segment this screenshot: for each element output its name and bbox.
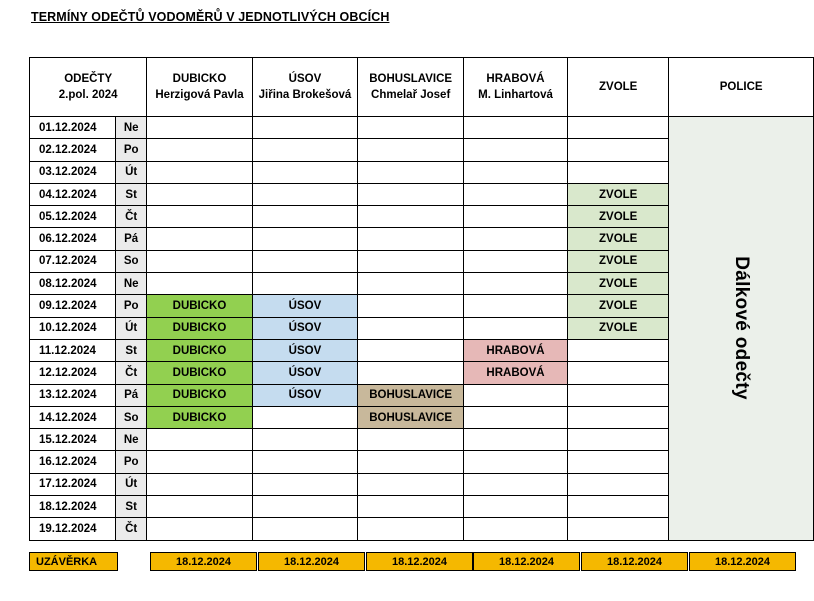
zvole-cell <box>567 406 668 428</box>
bohuslavice-cell <box>358 295 464 317</box>
weekday-cell: Čt <box>116 362 147 384</box>
weekday-cell: Po <box>116 139 147 161</box>
usov-cell <box>252 273 358 295</box>
weekday-cell: St <box>116 183 147 205</box>
header-bohuslavice-reader: Chmelař Josef <box>371 89 451 101</box>
bohuslavice-cell <box>358 117 464 139</box>
bohuslavice-cell <box>358 161 464 183</box>
date-cell: 06.12.2024 <box>30 228 116 250</box>
zvole-cell: ZVOLE <box>567 250 668 272</box>
usov-cell: ÚSOV <box>252 384 358 406</box>
usov-cell <box>252 429 358 451</box>
weekday-cell: Čt <box>116 518 147 540</box>
usov-cell <box>252 473 358 495</box>
hrabova-cell <box>464 451 568 473</box>
hrabova-cell <box>464 183 568 205</box>
date-cell: 17.12.2024 <box>30 473 116 495</box>
header-usov <box>252 58 358 117</box>
dubicko-cell <box>147 228 252 250</box>
zvole-cell <box>567 384 668 406</box>
date-cell: 12.12.2024 <box>30 362 116 384</box>
hrabova-cell <box>464 139 568 161</box>
weekday-cell: Ne <box>116 273 147 295</box>
schedule-table <box>29 57 814 541</box>
dubicko-cell <box>147 117 252 139</box>
date-cell: 19.12.2024 <box>30 518 116 540</box>
dubicko-cell: DUBICKO <box>147 384 252 406</box>
date-cell: 04.12.2024 <box>30 183 116 205</box>
dubicko-cell <box>147 451 252 473</box>
date-cell: 13.12.2024 <box>30 384 116 406</box>
header-row <box>30 58 814 117</box>
date-cell: 10.12.2024 <box>30 317 116 339</box>
usov-cell: ÚSOV <box>252 295 358 317</box>
dubicko-cell <box>147 183 252 205</box>
zvole-cell <box>567 139 668 161</box>
usov-cell <box>252 161 358 183</box>
usov-cell: ÚSOV <box>252 362 358 384</box>
date-cell: 16.12.2024 <box>30 451 116 473</box>
dubicko-cell: DUBICKO <box>147 362 252 384</box>
zvole-cell: ZVOLE <box>567 183 668 205</box>
hrabova-cell <box>464 117 568 139</box>
weekday-cell: Ne <box>116 117 147 139</box>
police-cell <box>669 117 814 541</box>
bohuslavice-cell: BOHUSLAVICE <box>358 384 464 406</box>
header-hrabova-name: HRABOVÁ <box>486 73 545 85</box>
usov-cell <box>252 183 358 205</box>
dubicko-cell <box>147 496 252 518</box>
header-dubicko-name: DUBICKO <box>172 73 227 85</box>
bohuslavice-cell <box>358 206 464 228</box>
zvole-cell <box>567 518 668 540</box>
hrabova-cell <box>464 496 568 518</box>
deadline-date: 18.12.2024 <box>258 552 365 571</box>
weekday-cell: Út <box>116 473 147 495</box>
dubicko-cell <box>147 206 252 228</box>
weekday-cell: So <box>116 250 147 272</box>
zvole-cell <box>567 161 668 183</box>
dubicko-cell <box>147 473 252 495</box>
deadline-date: 18.12.2024 <box>581 552 688 571</box>
header-usov-name: ÚSOV <box>288 73 322 85</box>
bohuslavice-cell <box>358 183 464 205</box>
zvole-cell <box>567 451 668 473</box>
header-odecty <box>30 58 147 117</box>
zvole-cell <box>567 496 668 518</box>
dubicko-cell <box>147 518 252 540</box>
hrabova-cell: HRABOVÁ <box>464 339 568 361</box>
bohuslavice-cell <box>358 451 464 473</box>
dubicko-cell <box>147 273 252 295</box>
usov-cell <box>252 250 358 272</box>
date-cell: 05.12.2024 <box>30 206 116 228</box>
bohuslavice-cell <box>358 273 464 295</box>
police-note: Dálkové odečty <box>731 256 753 401</box>
hrabova-cell <box>464 161 568 183</box>
zvole-cell <box>567 429 668 451</box>
date-cell: 08.12.2024 <box>30 273 116 295</box>
weekday-cell: St <box>116 496 147 518</box>
deadline-label: UZÁVĚRKA <box>29 552 118 571</box>
header-bohuslavice-name: BOHUSLAVICE <box>369 73 453 85</box>
bohuslavice-cell <box>358 317 464 339</box>
date-cell: 14.12.2024 <box>30 406 116 428</box>
zvole-cell: ZVOLE <box>567 295 668 317</box>
date-cell: 15.12.2024 <box>30 429 116 451</box>
weekday-cell: Út <box>116 161 147 183</box>
bohuslavice-cell <box>358 496 464 518</box>
usov-cell <box>252 406 358 428</box>
hrabova-cell <box>464 206 568 228</box>
dubicko-cell: DUBICKO <box>147 339 252 361</box>
header-hrabova <box>464 58 568 117</box>
dubicko-cell <box>147 250 252 272</box>
dubicko-cell: DUBICKO <box>147 295 252 317</box>
header-police <box>669 58 814 117</box>
date-cell: 07.12.2024 <box>30 250 116 272</box>
usov-cell <box>252 496 358 518</box>
dubicko-cell <box>147 429 252 451</box>
header-usov-reader: Jiřina Brokešová <box>258 89 352 101</box>
usov-cell: ÚSOV <box>252 317 358 339</box>
usov-cell <box>252 451 358 473</box>
page-title: TERMÍNY ODEČTŮ VODOMĚRŮ V JEDNOTLIVÝCH OBCÍCH <box>31 10 390 24</box>
zvole-cell <box>567 339 668 361</box>
zvole-cell: ZVOLE <box>567 317 668 339</box>
header-police-name: POLICE <box>719 81 763 93</box>
deadline-date: 18.12.2024 <box>473 552 580 571</box>
bohuslavice-cell <box>358 339 464 361</box>
bohuslavice-cell <box>358 139 464 161</box>
hrabova-cell <box>464 228 568 250</box>
dubicko-cell <box>147 161 252 183</box>
hrabova-cell <box>464 250 568 272</box>
usov-cell <box>252 518 358 540</box>
dubicko-cell: DUBICKO <box>147 406 252 428</box>
date-cell: 03.12.2024 <box>30 161 116 183</box>
weekday-cell: Pá <box>116 228 147 250</box>
weekday-cell: Čt <box>116 206 147 228</box>
weekday-cell: Ne <box>116 429 147 451</box>
header-zvole-name: ZVOLE <box>599 81 638 93</box>
hrabova-cell <box>464 518 568 540</box>
dubicko-cell: DUBICKO <box>147 317 252 339</box>
date-cell: 02.12.2024 <box>30 139 116 161</box>
header-dubicko-reader: Herzigová Pavla <box>155 89 244 101</box>
hrabova-cell: HRABOVÁ <box>464 362 568 384</box>
date-cell: 01.12.2024 <box>30 117 116 139</box>
hrabova-cell <box>464 317 568 339</box>
header-zvole <box>567 58 668 117</box>
date-cell: 09.12.2024 <box>30 295 116 317</box>
usov-cell: ÚSOV <box>252 339 358 361</box>
hrabova-cell <box>464 273 568 295</box>
weekday-cell: Po <box>116 295 147 317</box>
deadline-date: 18.12.2024 <box>150 552 257 571</box>
header-odecty-line1: ODEČTY <box>64 73 113 85</box>
weekday-cell: Út <box>116 317 147 339</box>
dubicko-cell <box>147 139 252 161</box>
zvole-cell: ZVOLE <box>567 206 668 228</box>
date-cell: 18.12.2024 <box>30 496 116 518</box>
weekday-cell: So <box>116 406 147 428</box>
header-dubicko <box>147 58 252 117</box>
usov-cell <box>252 206 358 228</box>
bohuslavice-cell <box>358 429 464 451</box>
table-row <box>30 117 814 139</box>
zvole-cell: ZVOLE <box>567 228 668 250</box>
bohuslavice-cell: BOHUSLAVICE <box>358 406 464 428</box>
hrabova-cell <box>464 295 568 317</box>
hrabova-cell <box>464 406 568 428</box>
date-cell: 11.12.2024 <box>30 339 116 361</box>
hrabova-cell <box>464 429 568 451</box>
deadline-date: 18.12.2024 <box>689 552 796 571</box>
zvole-cell: ZVOLE <box>567 273 668 295</box>
hrabova-cell <box>464 384 568 406</box>
bohuslavice-cell <box>358 473 464 495</box>
usov-cell <box>252 117 358 139</box>
usov-cell <box>252 139 358 161</box>
usov-cell <box>252 228 358 250</box>
deadline-date: 18.12.2024 <box>366 552 473 571</box>
bohuslavice-cell <box>358 250 464 272</box>
bohuslavice-cell <box>358 362 464 384</box>
bohuslavice-cell <box>358 518 464 540</box>
header-hrabova-reader: M. Linhartová <box>478 89 553 101</box>
zvole-cell <box>567 117 668 139</box>
zvole-cell <box>567 473 668 495</box>
zvole-cell <box>567 362 668 384</box>
header-bohuslavice <box>358 58 464 117</box>
weekday-cell: Po <box>116 451 147 473</box>
hrabova-cell <box>464 473 568 495</box>
header-odecty-line2: 2.pol. 2024 <box>58 89 118 101</box>
weekday-cell: Pá <box>116 384 147 406</box>
bohuslavice-cell <box>358 228 464 250</box>
weekday-cell: St <box>116 339 147 361</box>
